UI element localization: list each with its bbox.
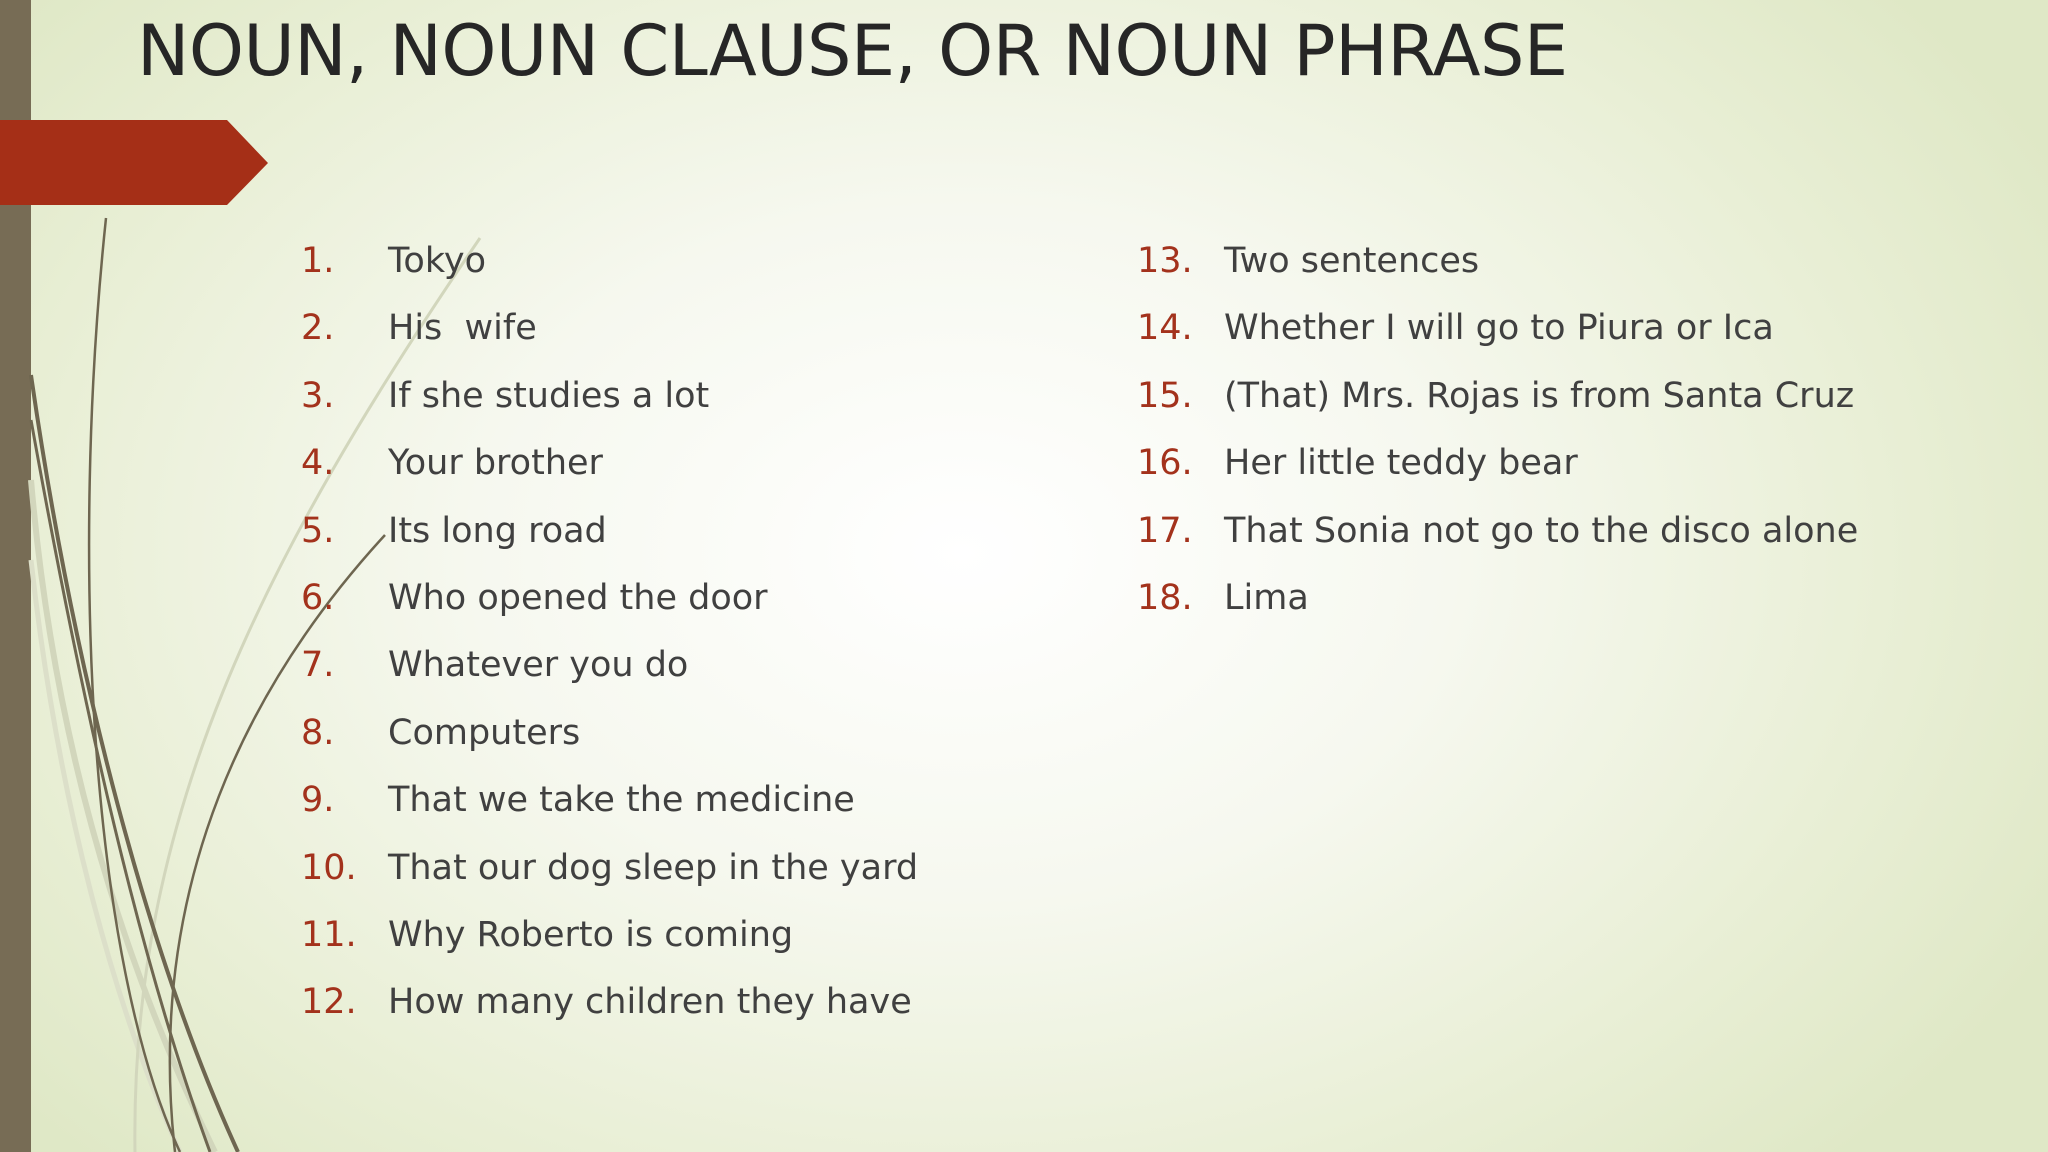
item-number: 14. <box>1137 308 1193 349</box>
item-number: 10. <box>301 847 357 888</box>
item-number: 16. <box>1137 443 1193 484</box>
item-number: 13. <box>1137 241 1193 281</box>
item-number: 3. <box>301 375 335 416</box>
item-number: 7. <box>301 645 335 686</box>
item-number: 6. <box>301 577 335 618</box>
item-text: Whether I will go to Piura or Ica <box>1224 308 1774 349</box>
item-number: 15. <box>1137 375 1193 416</box>
item-number: 8. <box>301 712 335 753</box>
arrow-banner <box>0 120 268 205</box>
item-text: Her little teddy bear <box>1224 443 1578 484</box>
item-text: Two sentences <box>1224 241 1480 281</box>
item-number: 12. <box>301 982 357 1023</box>
item-text: Lima <box>1224 577 1309 618</box>
item-text: Whatever you do <box>388 645 689 686</box>
item-text: If she studies a lot <box>388 375 710 416</box>
item-number: 11. <box>301 914 357 955</box>
item-text: His wife <box>388 308 537 349</box>
item-text: Tokyo <box>388 241 486 281</box>
item-text: That we take the medicine <box>388 780 855 821</box>
item-number: 1. <box>301 241 335 281</box>
item-number: 9. <box>301 780 335 821</box>
item-text: That Sonia not go to the disco alone <box>1224 510 1859 551</box>
item-text: How many children they have <box>388 982 912 1023</box>
item-number: 18. <box>1137 577 1193 618</box>
item-text: Why Roberto is coming <box>388 914 794 955</box>
item-number: 17. <box>1137 510 1193 551</box>
item-text: Its long road <box>388 510 607 551</box>
slide-title: NOUN, NOUN CLAUSE, OR NOUN PHRASE <box>137 10 1568 92</box>
item-text: Who opened the door <box>388 577 768 618</box>
item-number: 4. <box>301 443 335 484</box>
item-text: Your brother <box>388 443 603 484</box>
item-text: Computers <box>388 712 581 753</box>
item-number: 5. <box>301 510 335 551</box>
item-text: That our dog sleep in the yard <box>388 847 919 888</box>
item-text: (That) Mrs. Rojas is from Santa Cruz <box>1224 375 1855 416</box>
item-number: 2. <box>301 308 335 349</box>
